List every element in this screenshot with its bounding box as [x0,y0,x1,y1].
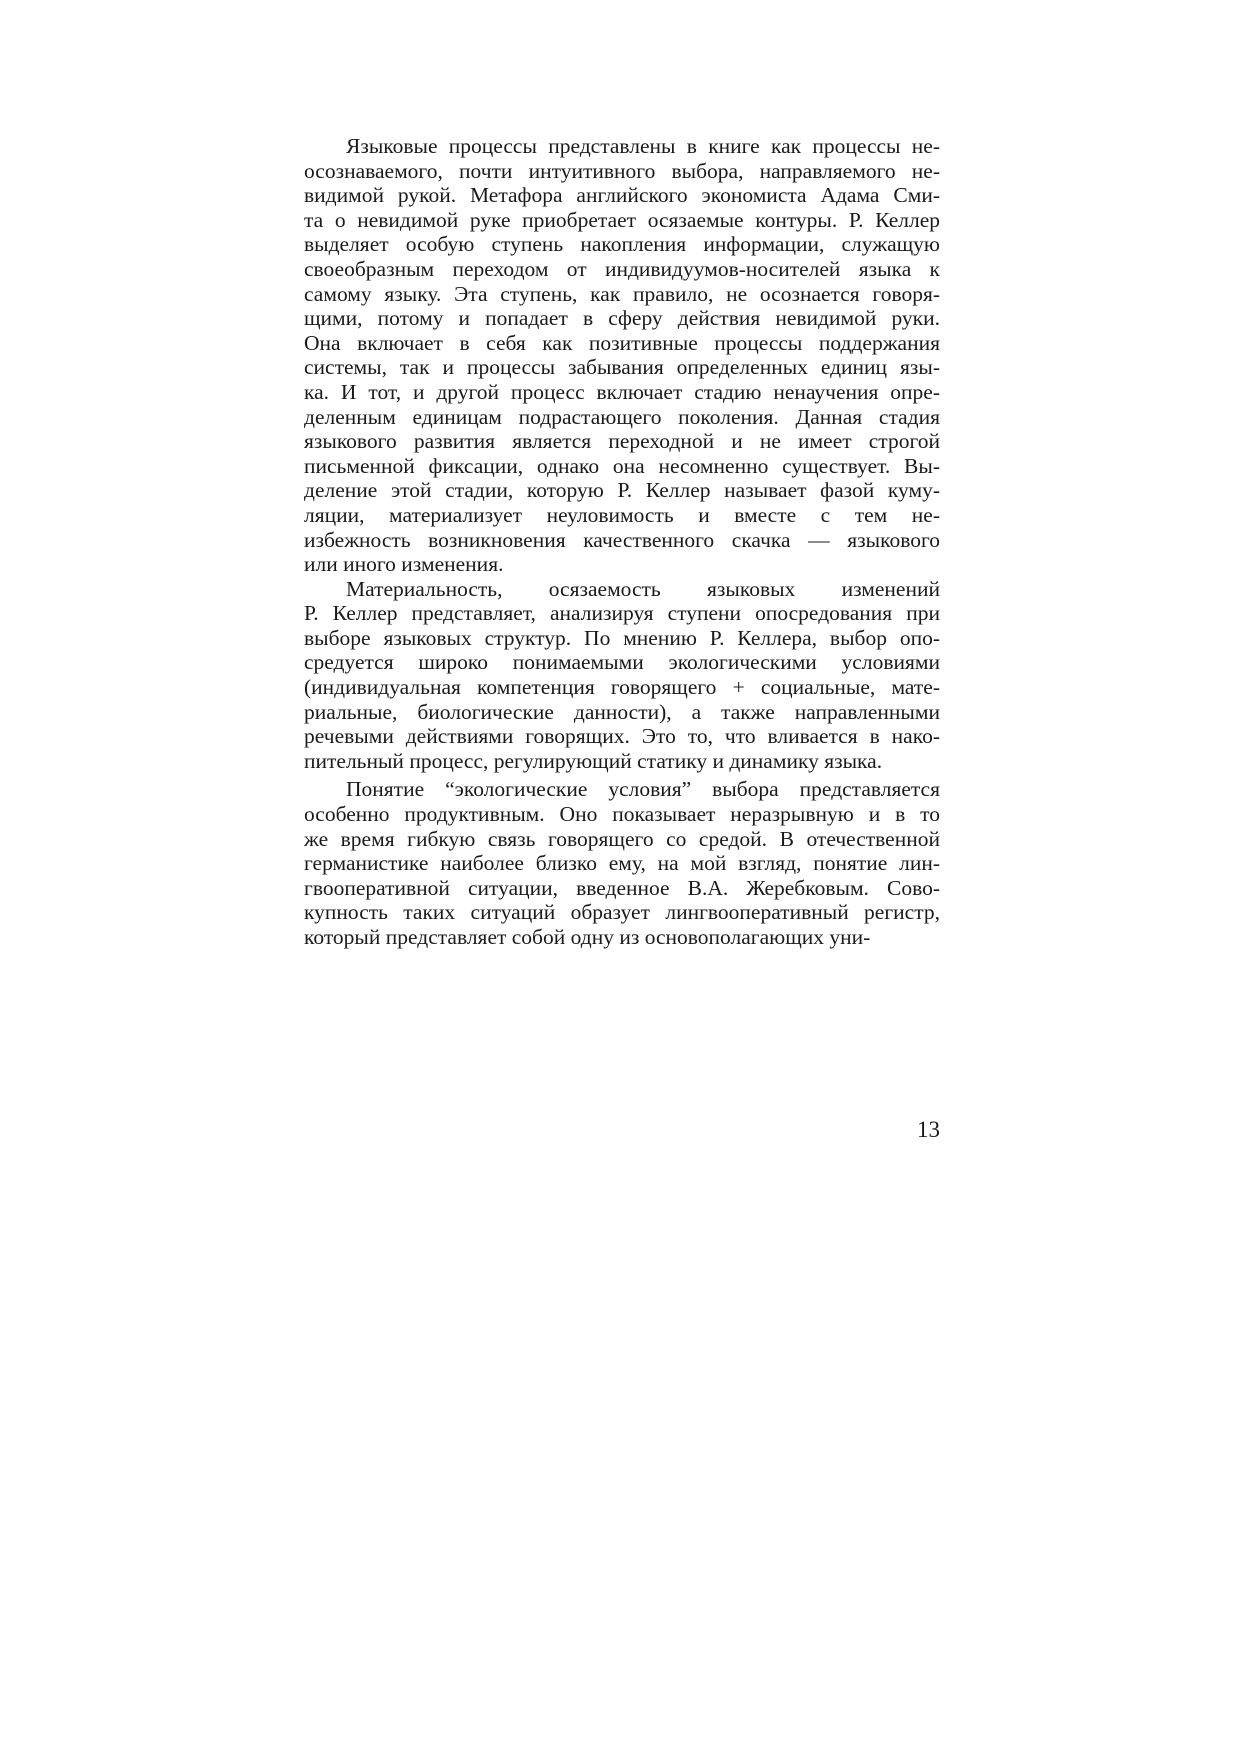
text-line: Она включает в себя как позитивные процессы поддержания [304,330,940,355]
text-line: риальные, биологические данности), а также направленными [304,699,940,724]
text-line: языкового развития является переходной и не имеет строгой [304,429,940,454]
text-line: деление этой стадии, которую Р. Келлер называет фазой куму- [304,478,940,503]
text-line: гвооперативной ситуации, введенное В.А. Жеребковым. Сово- [304,875,940,900]
text-line: Языковые процессы представлены в книге как процессы не- [346,134,940,158]
text-line: самому языку. Эта ступень, как правило, не осознается говоря- [304,281,940,306]
text-line: щими, потому и попадает в сферу действия невидимой руки. [304,306,940,331]
text-line: пительный процесс, регулирующий статику и динамику языка. [304,748,883,773]
paragraph-3 [304,777,940,949]
text-line: же время гибкую связь говорящего со средой. В отечественной [304,826,940,851]
text-line: выборе языковых структур. По мнению Р. Келлера, выбор опо- [304,625,940,650]
page-body [304,134,940,950]
text-line: деленным единицам подрастающего поколения. Данная стадия [304,404,940,429]
text-line: своеобразным переходом от индивидуумов-носителей языка к [304,256,940,281]
page-number: 13 [917,1117,940,1142]
text-line: письменной фиксации, однако она несомненно существует. Вы- [304,453,940,478]
text-line: та о невидимой руке приобретает осязаемые контуры. Р. Келлер [304,207,940,232]
paragraph-2 [304,577,940,774]
text-line: системы, так и процессы забывания определенных единиц язы- [304,355,940,380]
text-line: Понятие “экологические условия” выбора представляется [346,777,940,802]
text-line: видимой рукой. Метафора английского экономиста Адама Сми- [304,183,940,208]
text-line: особенно продуктивным. Оно показывает неразрывную и в то [304,802,940,827]
text-line: избежность возникновения качественного скачка — языкового [304,527,940,552]
text-line: речевыми действиями говорящих. Это то, что вливается в нако- [304,724,940,749]
text-line: (индивидуальная компетенция говорящего + социальные, мате- [304,675,940,700]
text-line: Р. Келлер представляет, анализируя ступени опосредования при [304,601,940,626]
text-line: средуется широко понимаемыми экологическими условиями [304,650,940,675]
text-line: Материальность, осязаемость языковых изменений [346,576,940,601]
text-line: купность таких ситуаций образует лингвооперативный регистр, [304,900,940,925]
text-line: ка. И тот, и другой процесс включает стадию ненаучения опре- [304,379,940,404]
paragraph-1 [304,134,940,577]
text-line: или иного изменения. [304,552,504,577]
text-line: осознаваемого, почти интуитивного выбора, направляемого не- [304,158,940,183]
text-line: выделяет особую ступень накопления информации, служащую [304,232,940,257]
text-line: который представляет собой одну из основополагающих уни- [304,925,871,949]
text-line: ляции, материализует неуловимость и вместе с тем не- [304,502,940,527]
text-line: германистике наиболее близко ему, на мой взгляд, понятие лин- [304,851,940,876]
